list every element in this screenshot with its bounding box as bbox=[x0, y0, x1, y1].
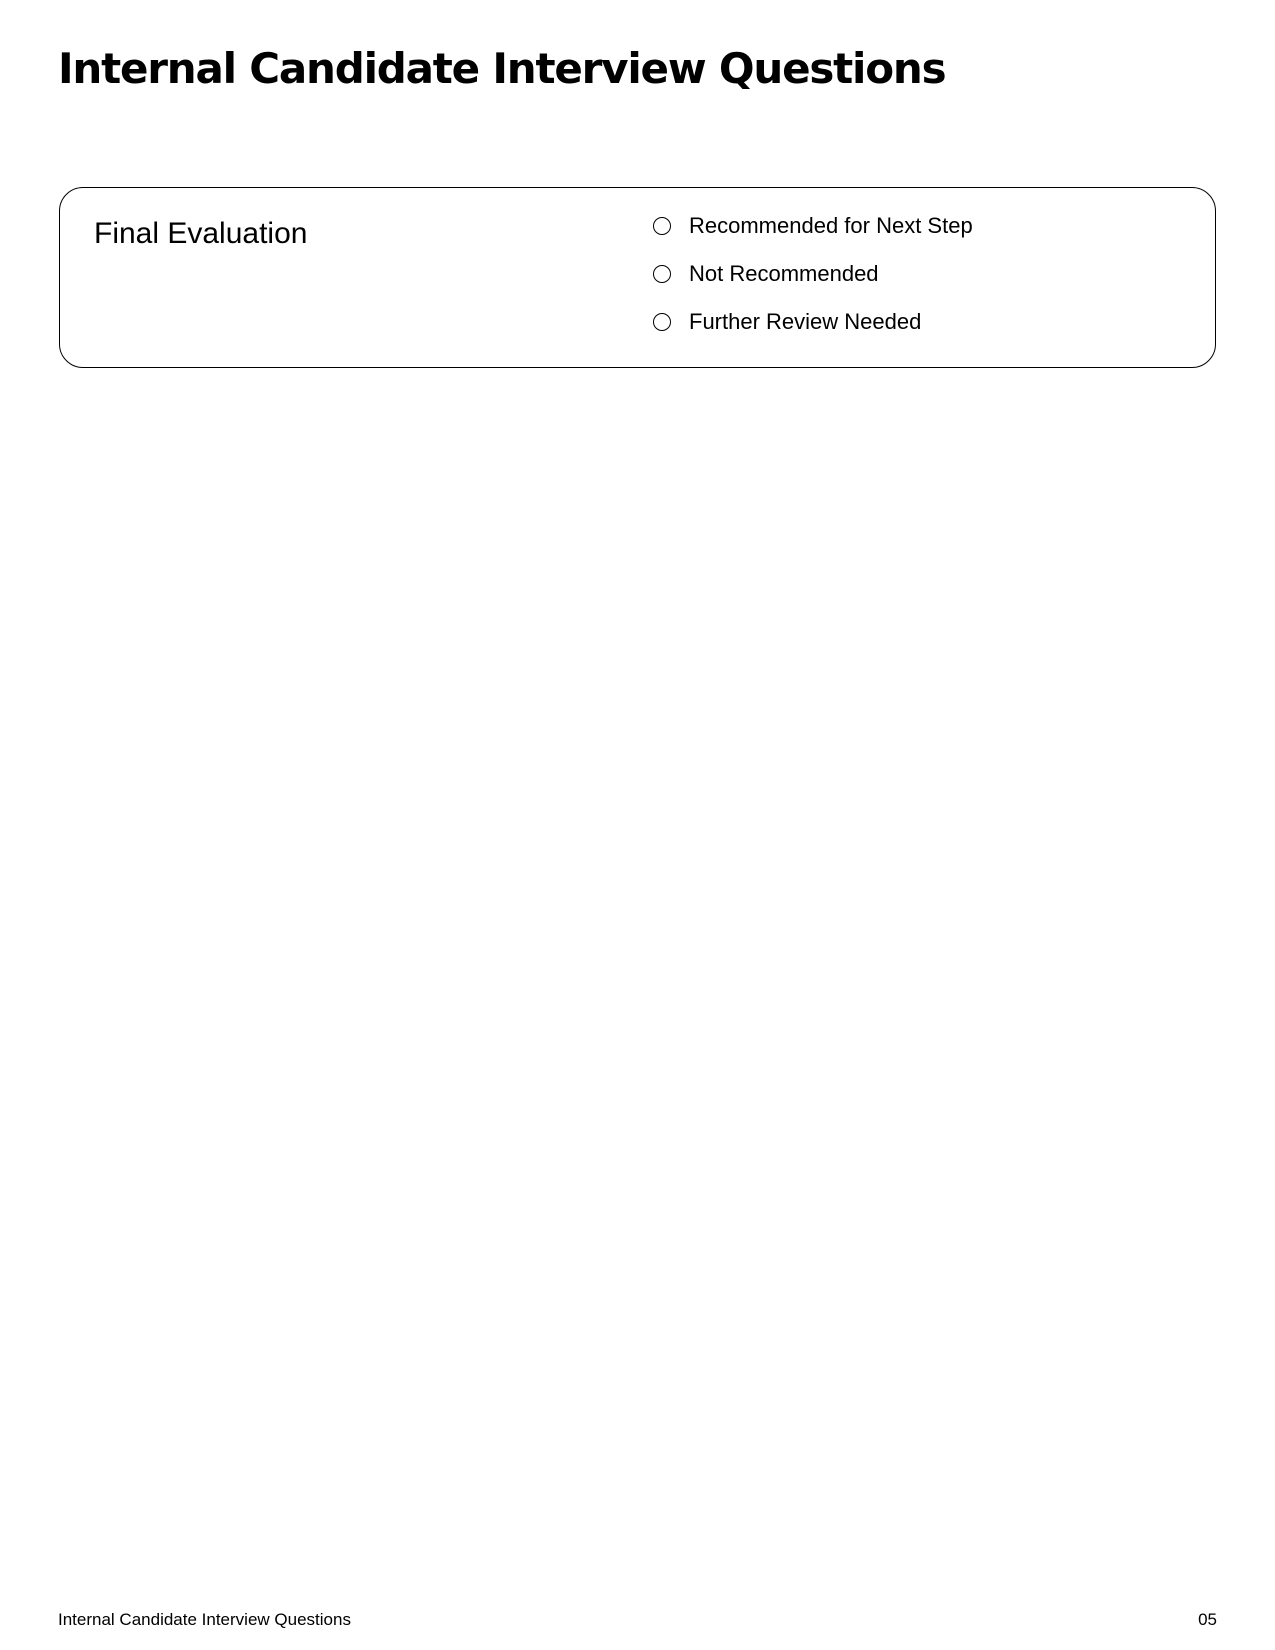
final-evaluation-card bbox=[59, 187, 1216, 368]
final-evaluation-options bbox=[653, 211, 973, 337]
radio-button-icon[interactable] bbox=[653, 217, 671, 235]
final-evaluation-label: Final Evaluation bbox=[94, 217, 308, 250]
option-further-review-needed[interactable] bbox=[653, 307, 973, 337]
page-title: Internal Candidate Interview Questions bbox=[58, 44, 946, 93]
option-recommended-for-next-step[interactable] bbox=[653, 211, 973, 241]
option-not-recommended[interactable] bbox=[653, 259, 973, 289]
radio-button-icon[interactable] bbox=[653, 313, 671, 331]
option-label[interactable]: Not Recommended bbox=[689, 260, 879, 286]
footer-page-number: 05 bbox=[1198, 1610, 1217, 1629]
option-label[interactable]: Further Review Needed bbox=[689, 308, 922, 334]
footer-document-title: Internal Candidate Interview Questions bbox=[58, 1610, 351, 1629]
radio-button-icon[interactable] bbox=[653, 265, 671, 283]
option-label[interactable]: Recommended for Next Step bbox=[689, 212, 973, 238]
